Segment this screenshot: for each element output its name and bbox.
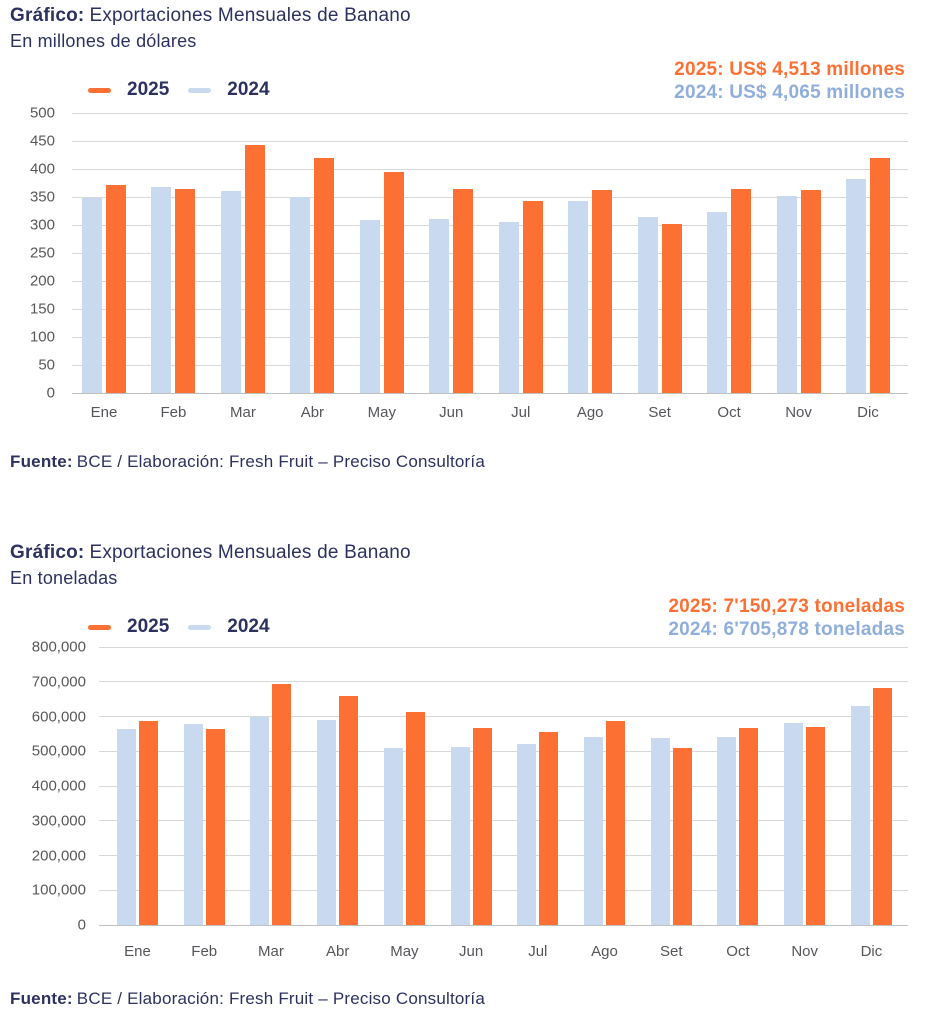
- y-axis-label: 500,000: [31, 742, 86, 760]
- source-note: [10, 989, 485, 1009]
- x-axis-label: Nov: [785, 404, 812, 421]
- x-axis-label: Abr: [325, 943, 350, 960]
- bar-2025-jul: [523, 201, 543, 393]
- bar-2024-ago: [568, 201, 588, 393]
- y-axis-label: 350: [29, 188, 55, 206]
- bar-group-ene: [82, 185, 126, 393]
- bar-2025-may: [406, 712, 425, 925]
- legend-label: 2025: [127, 616, 170, 637]
- bar-2025-set: [662, 224, 682, 393]
- bar-group-dic: [846, 158, 890, 393]
- chart-title-prefix: Gráfico:: [10, 5, 85, 26]
- legend-label: 2024: [227, 79, 270, 100]
- bar-2024-set: [651, 738, 670, 925]
- y-axis-label: 0: [46, 384, 55, 402]
- legend-item-2025: [88, 616, 169, 638]
- x-axis-label: Jun: [439, 404, 464, 421]
- y-axis-label: 50: [38, 356, 55, 374]
- chart-subtitle: En millones de dólares: [10, 31, 197, 51]
- bar-2024-oct: [707, 212, 727, 393]
- bar-group-nov: [784, 723, 825, 925]
- y-axis-label: 250: [29, 244, 55, 262]
- bar-group-jun: [451, 728, 492, 925]
- bar-2025-jul: [539, 732, 558, 925]
- bar-2025-nov: [801, 190, 821, 393]
- bar-group-oct: [707, 189, 751, 393]
- y-axis-label: 200: [29, 272, 55, 290]
- bar-2024-nov: [784, 723, 803, 925]
- bar-group-abr: [317, 696, 358, 925]
- x-axis-label: Feb: [160, 404, 187, 421]
- bar-2024-jul: [517, 744, 536, 925]
- bar-group-may: [384, 712, 425, 925]
- y-axis-label: 200,000: [31, 847, 86, 864]
- y-axis-label: 450: [29, 132, 55, 150]
- total-annotation-2025: 2025: US$ 4,513 millones: [674, 59, 905, 80]
- legend-label: 2025: [127, 79, 170, 100]
- chart-title-prefix: Gráfico:: [10, 542, 85, 563]
- x-axis: [72, 404, 908, 421]
- legend-swatch-2025: [88, 625, 111, 630]
- y-axis-label: 100,000: [31, 881, 86, 899]
- bar-2025-jun: [453, 189, 473, 393]
- legend-swatch-2025: [88, 88, 111, 93]
- source-prefix: Fuente:: [10, 452, 73, 471]
- y-axis-label: 400: [29, 160, 55, 178]
- x-axis-label: Set: [648, 404, 671, 421]
- bar-2024-mar: [250, 717, 269, 925]
- bar-2025-ene: [106, 185, 126, 393]
- y-axis-label: 800,000: [31, 638, 86, 656]
- bar-2025-mar: [272, 684, 291, 926]
- bar-group-feb: [151, 187, 195, 393]
- x-axis-label: Ago: [591, 943, 618, 960]
- legend: [88, 616, 270, 638]
- bars: [72, 113, 908, 393]
- x-axis-label: Abr: [300, 404, 325, 421]
- bar-2025-feb: [206, 729, 225, 925]
- x-axis-label: Ago: [576, 404, 604, 421]
- bar-2025-abr: [339, 696, 358, 925]
- y-axis-label: 300,000: [31, 812, 86, 830]
- x-axis-label: Set: [659, 943, 683, 960]
- bar-2024-abr: [290, 197, 310, 393]
- legend-label: 2024: [227, 616, 270, 637]
- x-axis: [99, 943, 908, 960]
- source-note: [10, 452, 485, 472]
- x-axis-label: May: [367, 404, 396, 421]
- totals-annotation: [668, 595, 905, 641]
- bar-2024-feb: [184, 724, 203, 925]
- bar-2025-oct: [731, 189, 751, 393]
- bar-2024-dic: [851, 706, 870, 925]
- total-annotation-2024: 2024: US$ 4,065 millones: [674, 82, 905, 103]
- x-axis-label: Jul: [511, 404, 531, 421]
- bar-group-nov: [777, 190, 821, 393]
- y-axis-label: 600,000: [31, 708, 86, 725]
- bar-group-set: [651, 738, 692, 925]
- y-axis-label: 0: [77, 916, 86, 934]
- plot-area: [99, 647, 908, 925]
- bar-2025-dic: [873, 688, 892, 925]
- x-axis-label: Ene: [124, 943, 151, 960]
- legend-item-2024: [188, 79, 269, 101]
- bar-2024-ene: [82, 198, 102, 393]
- bar-2025-feb: [175, 189, 195, 393]
- bar-2025-abr: [314, 158, 334, 393]
- bar-group-ago: [568, 190, 612, 393]
- bar-2025-jun: [473, 728, 492, 925]
- y-axis-label: 500: [29, 104, 55, 122]
- bar-2025-may: [384, 172, 404, 393]
- bar-2025-ene: [139, 721, 158, 925]
- legend-swatch-2024: [188, 625, 211, 630]
- bar-group-abr: [290, 158, 334, 393]
- chart-title: [10, 5, 411, 27]
- bar-group-oct: [717, 728, 758, 925]
- bar-2025-mar: [245, 145, 265, 393]
- x-axis-label: Jul: [528, 943, 548, 960]
- chart-subtitle: En toneladas: [10, 568, 118, 588]
- chart-section-toneladas: [0, 537, 947, 1024]
- bar-group-ene: [117, 721, 158, 925]
- bar-2024-jun: [451, 747, 470, 925]
- bar-group-feb: [184, 724, 225, 925]
- bar-2024-may: [384, 748, 403, 925]
- bar-group-ago: [584, 721, 625, 925]
- bar-group-dic: [851, 688, 892, 925]
- bar-group-jul: [499, 201, 543, 393]
- x-axis-label: May: [390, 943, 419, 960]
- x-axis-label: Nov: [791, 943, 819, 960]
- plot-area: [72, 113, 908, 393]
- x-axis-label: Ene: [90, 404, 118, 421]
- bar-2024-abr: [317, 720, 336, 925]
- y-axis-label: 100: [29, 328, 55, 346]
- x-axis-label: Mar: [229, 404, 256, 421]
- bar-2024-mar: [221, 191, 241, 393]
- x-axis-label: Oct: [726, 943, 750, 960]
- legend-item-2024: [188, 616, 269, 638]
- chart-title-text: Exportaciones Mensuales de Banano: [89, 542, 411, 563]
- bar-2024-ago: [584, 737, 603, 925]
- bar-2024-feb: [151, 187, 171, 393]
- bar-2024-oct: [717, 737, 736, 925]
- source-text: BCE / Elaboración: Fresh Fruit – Preciso Consultoría: [76, 989, 485, 1008]
- legend-swatch-2024: [188, 88, 211, 93]
- bar-2024-set: [638, 217, 658, 393]
- y-axis-label: 700,000: [31, 673, 86, 691]
- y-axis: [0, 638, 86, 934]
- bar-group-mar: [250, 684, 291, 926]
- total-annotation-2025: 2025: 7'150,273 toneladas: [668, 596, 905, 617]
- x-axis-label: Dic: [860, 943, 883, 960]
- bar-group-set: [638, 217, 682, 393]
- chart-title-text: Exportaciones Mensuales de Banano: [89, 5, 411, 26]
- total-annotation-2024: 2024: 6'705,878 toneladas: [668, 619, 905, 640]
- bar-group-may: [360, 172, 404, 393]
- bar-2025-set: [673, 748, 692, 925]
- bar-group-jun: [429, 189, 473, 393]
- x-axis-label: Feb: [191, 943, 218, 960]
- bar-2025-nov: [806, 727, 825, 925]
- bar-2024-ene: [117, 729, 136, 925]
- x-axis-label: Mar: [258, 943, 284, 960]
- legend: [88, 79, 270, 101]
- bar-group-mar: [221, 145, 265, 393]
- bar-2025-ago: [606, 721, 625, 925]
- source-text: BCE / Elaboración: Fresh Fruit – Preciso Consultoría: [76, 452, 485, 471]
- totals-annotation: [674, 58, 905, 104]
- bar-group-jul: [517, 732, 558, 925]
- chart-title: [10, 542, 411, 564]
- y-axis: [0, 104, 55, 402]
- bars: [99, 647, 908, 925]
- y-axis-label: 150: [29, 300, 55, 318]
- bar-2025-oct: [739, 728, 758, 925]
- bar-2025-dic: [870, 158, 890, 393]
- bar-2024-nov: [777, 196, 797, 393]
- bar-2025-ago: [592, 190, 612, 393]
- y-axis-label: 300: [29, 216, 55, 234]
- bar-2024-jun: [429, 219, 449, 393]
- y-axis-label: 400,000: [31, 777, 86, 795]
- x-axis-label: Dic: [857, 404, 879, 421]
- bar-2024-may: [360, 220, 380, 393]
- source-prefix: Fuente:: [10, 989, 73, 1008]
- x-axis-label: Jun: [459, 943, 484, 960]
- bar-2024-jul: [499, 222, 519, 393]
- bar-2024-dic: [846, 179, 866, 393]
- legend-item-2025: [88, 79, 169, 101]
- x-axis-label: Oct: [717, 404, 741, 421]
